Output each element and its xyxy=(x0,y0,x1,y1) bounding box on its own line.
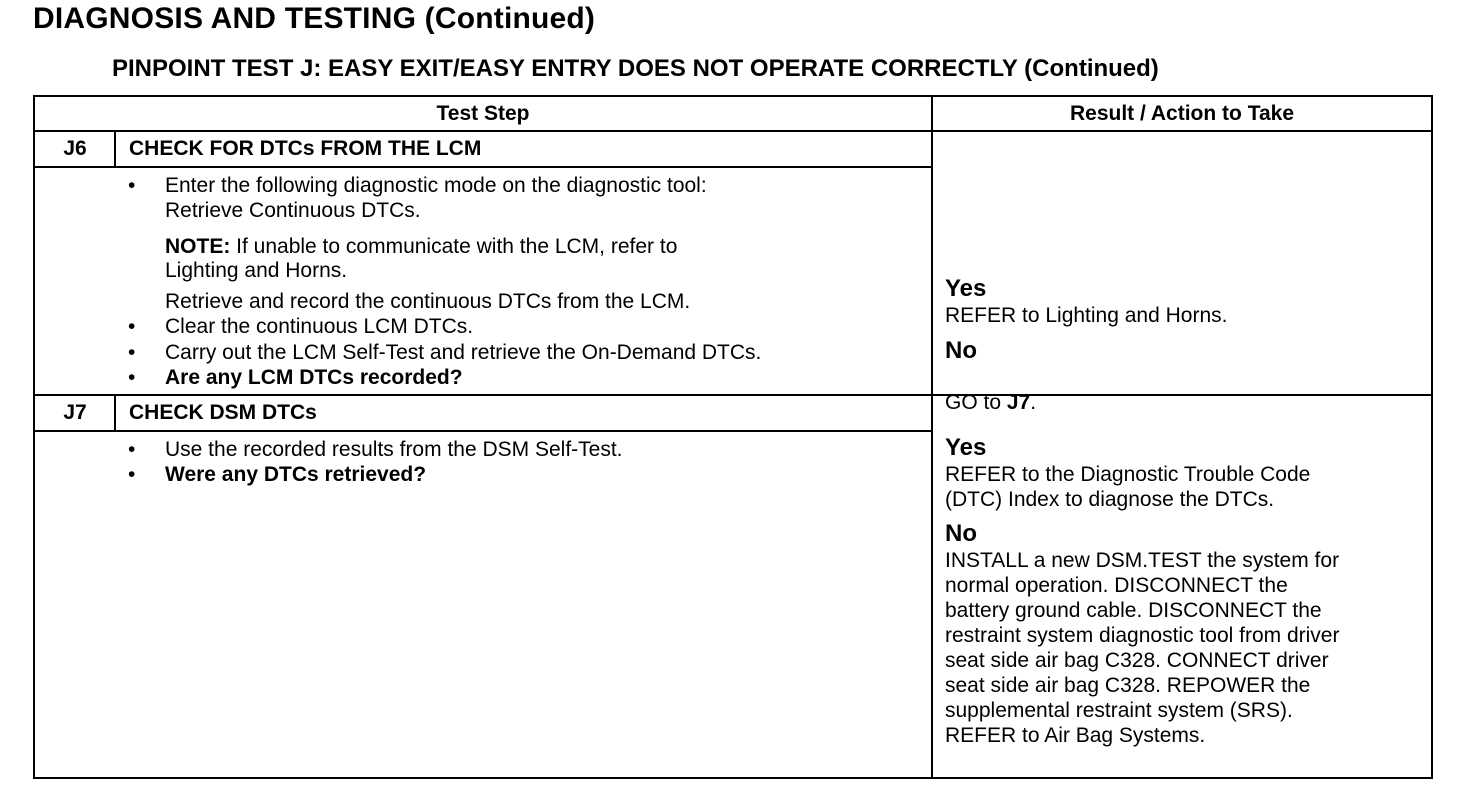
step-instruction: Retrieve and record the continuous DTCs from the LCM. xyxy=(165,290,691,313)
table-header-divider xyxy=(33,130,1433,132)
column-header-result: Result / Action to Take xyxy=(1069,102,1295,125)
result-no-action: INSTALL a new DSM.TEST the system for normal operation. DISCONNECT the battery ground cable. DISCONNECT the restraint system diagnostic tool from driver seat side air bag C328. CONNECT driver seat side air bag C328. REPOWER the supplemental restraint system (SRS). REFER to Air Bag Systems. xyxy=(945,549,1340,747)
step-id: J6 xyxy=(63,137,87,160)
step-question: Were any DTCs retrieved? xyxy=(165,463,427,486)
note xyxy=(165,234,677,259)
step-title: CHECK FOR DTCs FROM THE LCM xyxy=(129,137,482,160)
bullet: • xyxy=(128,341,136,364)
step-instruction: Clear the continuous LCM DTCs. xyxy=(165,315,474,338)
step-title: CHECK DSM DTCs xyxy=(129,401,317,424)
result-no-label: No xyxy=(945,520,977,547)
bullet: • xyxy=(128,463,136,486)
note-text: Lighting and Horns. xyxy=(165,259,348,282)
step-id: J7 xyxy=(63,401,87,424)
result-yes-action: REFER to the Diagnostic Trouble Code (DTC) Index to diagnose the DTCs. xyxy=(945,463,1311,511)
bullet: • xyxy=(128,174,136,197)
note-text: If unable to communicate with the LCM, refer to xyxy=(230,235,678,258)
result-no-action xyxy=(945,365,1036,415)
bullet: • xyxy=(128,315,136,338)
column-header-test-step: Test Step xyxy=(436,102,530,125)
result-no-action-text: GO to xyxy=(945,391,1007,414)
step-instruction: Retrieve Continuous DTCs. xyxy=(165,199,421,222)
step-title-divider xyxy=(33,166,933,168)
pinpoint-test-title: PINPOINT TEST J: EASY EXIT/EASY ENTRY DOES NOT OPERATE CORRECTLY (Continued) xyxy=(112,55,1159,82)
step-instruction: Carry out the LCM Self-Test and retrieve the On-Demand DTCs. xyxy=(165,341,762,364)
bullet: • xyxy=(128,366,136,389)
page-title: DIAGNOSIS AND TESTING (Continued) xyxy=(33,2,596,35)
step-title-divider xyxy=(33,430,933,432)
bullet: • xyxy=(128,438,136,461)
step-instruction: Use the recorded results from the DSM Self-Test. xyxy=(165,438,623,461)
result-yes-label: Yes xyxy=(945,275,987,302)
step-reference: J7 xyxy=(1006,391,1031,414)
note-label: NOTE: xyxy=(165,235,231,258)
result-no-label: No xyxy=(945,337,977,364)
result-yes-label: Yes xyxy=(945,434,987,461)
step-question: Are any LCM DTCs recorded? xyxy=(165,366,463,389)
column-divider xyxy=(931,95,933,779)
row-divider xyxy=(33,394,1433,396)
step-instruction: Enter the following diagnostic mode on the diagnostic tool: xyxy=(165,174,707,197)
result-no-action-text: . xyxy=(1030,391,1037,414)
result-yes-action: REFER to Lighting and Horns. xyxy=(945,304,1228,327)
